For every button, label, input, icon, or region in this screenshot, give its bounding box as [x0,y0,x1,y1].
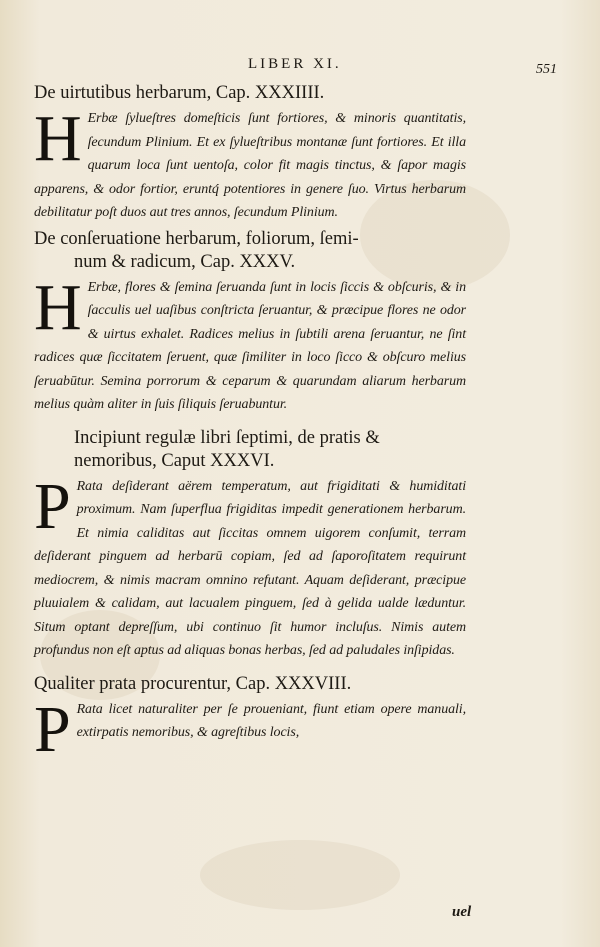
chapter-text: Rata deſiderant aërem temperatum, aut frigiditati & humiditati proximum. Nam ſuperflua frigiditas impedit generationem herbarum. Et nimia caliditas aut ſiccitas omnem uigorem conſumit, terram deſiderant pinguem ad herbarū copiam, ſed ad ſaporoſitatem requirunt mediocrem, & nimis macram omnino refutant. Aquam deſiderant, præcipue pluuialem & calidam, aut lacualem pinguem, ſed à gelida ualde læduntur. Situm optant depreſſum, ubi continuo ſit humor incluſus. Nimis autem profundus non eſt aptus ad aliquas bonas herbas, ſed ad paludales inſipidas. [34,478,466,658]
chapter-34 [34,82,466,225]
chapter-title: De uirtutibus herbarum, Cap. XXXIIII. [34,83,325,103]
chapter-body [34,469,466,663]
catchword: uel [452,904,472,920]
drop-cap: H [34,102,82,175]
drop-cap: P [34,469,71,543]
chapter-body [34,102,466,225]
drop-cap: P [34,692,71,766]
chapter-title-continued: nemoribus, Caput XXXVI. [74,450,275,471]
paper-stain [200,840,400,910]
chapter-title: Incipiunt regulæ libri ſeptimi, de pratis & [74,427,380,448]
chapter-body [34,270,466,417]
chapter-title: De conſeruatione herbarum, foliorum, ſemi- [34,228,359,249]
page-header [0,54,600,80]
chapter-title-continued: num & radicum, Cap. XXXV. [74,251,296,272]
chapter-36 [34,427,466,663]
chapter-text: Rata licet naturaliter per ſe proueniant, fiunt etiam opere manuali, extirpatis nemoribus, & agreſtibus locis, [76,701,466,740]
drop-cap: H [34,270,82,344]
running-head: LIBER XI. [248,56,342,72]
chapter-35 [34,228,466,417]
page-number: 551 [536,62,557,77]
chapter-text: Erbæ, flores & ſemina ſeruanda ſunt in locis ſiccis & obſcuris, & in ſacculis uel uaſibus conſtricta ſeruantur, & præcipue flores ne odor & uirtus exhalet. Radices melius in ſubtili arena ſeruantur, ne ſint radices quæ ſiccitatem ſeruent, quæ ſimiliter in loco ſicco & obſcuro melius ſeruabūtur. Semina porrorum & ceparum & quarundam aliarum herbarum melius quàm aliter in ſuis ſiliquis ſeruabuntur. [34,279,466,412]
chapter-37 [34,673,466,766]
chapter-title: Qualiter prata procurentur, Cap. XXXVIII. [34,673,352,694]
text-block [34,82,466,766]
chapter-body [34,692,466,766]
chapter-text: Erbæ ſylueſtres domeſticis ſunt fortiores, & minoris quantitatis, ſecundum Plinium. Et ex ſylueſtribus montanæ ſunt fortiores. Et illa quarum loca ſunt uentoſa, color fit magis tinctus, & ſapor magis apparens, & odor fortior, eruntq́ potentiores in genere ſuo. Virtus herbarum debilitatur poſt duos aut tres annos, ſecundum Plinium. [34,111,466,220]
